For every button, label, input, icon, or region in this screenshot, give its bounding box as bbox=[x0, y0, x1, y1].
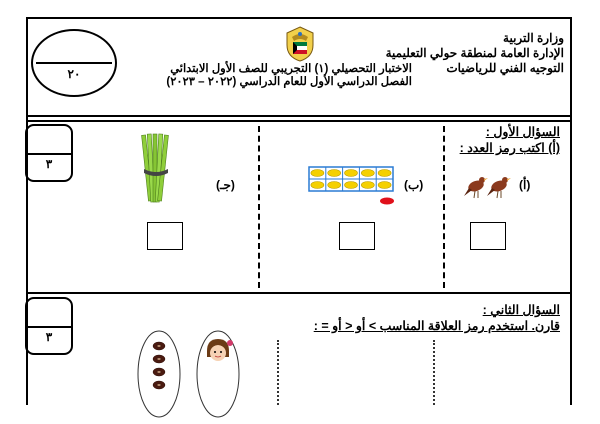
q2-title: السؤال الثاني : bbox=[482, 303, 560, 317]
q1-divider-2 bbox=[258, 126, 260, 288]
q1-item-a-label: (أ) bbox=[519, 178, 531, 192]
discs-group-oval bbox=[136, 329, 182, 419]
ministry-block bbox=[386, 31, 564, 76]
kuwait-emblem-icon bbox=[283, 25, 317, 63]
q1-item-c-label: (جـ) bbox=[216, 178, 235, 192]
ten-frame-counters-icon bbox=[308, 166, 400, 206]
ministry-line-1: وزارة التربية bbox=[503, 31, 564, 45]
total-score-circle bbox=[31, 29, 117, 97]
two-birds-icon bbox=[463, 170, 513, 204]
q1-score-box bbox=[25, 124, 73, 182]
q1-divider-1 bbox=[443, 126, 445, 288]
q1-item-b-answer-box[interactable] bbox=[339, 222, 375, 250]
header-divider bbox=[26, 115, 572, 117]
header-divider-double bbox=[26, 120, 572, 122]
q1-item-c-answer-box[interactable] bbox=[147, 222, 183, 250]
q2-subtitle: قارن. استخدم رمز العلاقة المناسب > أو < أو = : bbox=[313, 319, 560, 333]
q1-item-b-label: (ب) bbox=[404, 178, 424, 192]
q1-title: السؤال الأول : bbox=[485, 125, 560, 139]
q2-score-box bbox=[25, 297, 73, 355]
exam-title-block bbox=[166, 63, 412, 89]
exam-term: الفصل الدراسي الأول للعام الدراسي (٢٠٢٢ – ٢٠٢٣) bbox=[166, 76, 412, 88]
section-divider bbox=[26, 292, 572, 294]
q2-divider-1 bbox=[433, 340, 435, 405]
q1-subtitle: (أ) اكتب رمز العدد : bbox=[459, 141, 560, 155]
bundle-of-sticks-icon bbox=[141, 133, 171, 205]
girl-group-oval bbox=[195, 329, 241, 419]
q1-item-a-answer-box[interactable] bbox=[470, 222, 506, 250]
total-score: ٢٠ bbox=[67, 67, 81, 81]
exam-title: الاختبار التحصيلي (١) التجريبي للصف الأول الابتدائي bbox=[170, 63, 412, 75]
q1-score: ٣ bbox=[45, 157, 53, 171]
q2-divider-2 bbox=[277, 340, 279, 405]
ministry-line-2: الإدارة العامة لمنطقة حولي التعليمية bbox=[385, 46, 564, 60]
q2-score: ٣ bbox=[45, 330, 53, 344]
ministry-line-3: التوجيه الفني للرياضيات bbox=[446, 61, 564, 75]
